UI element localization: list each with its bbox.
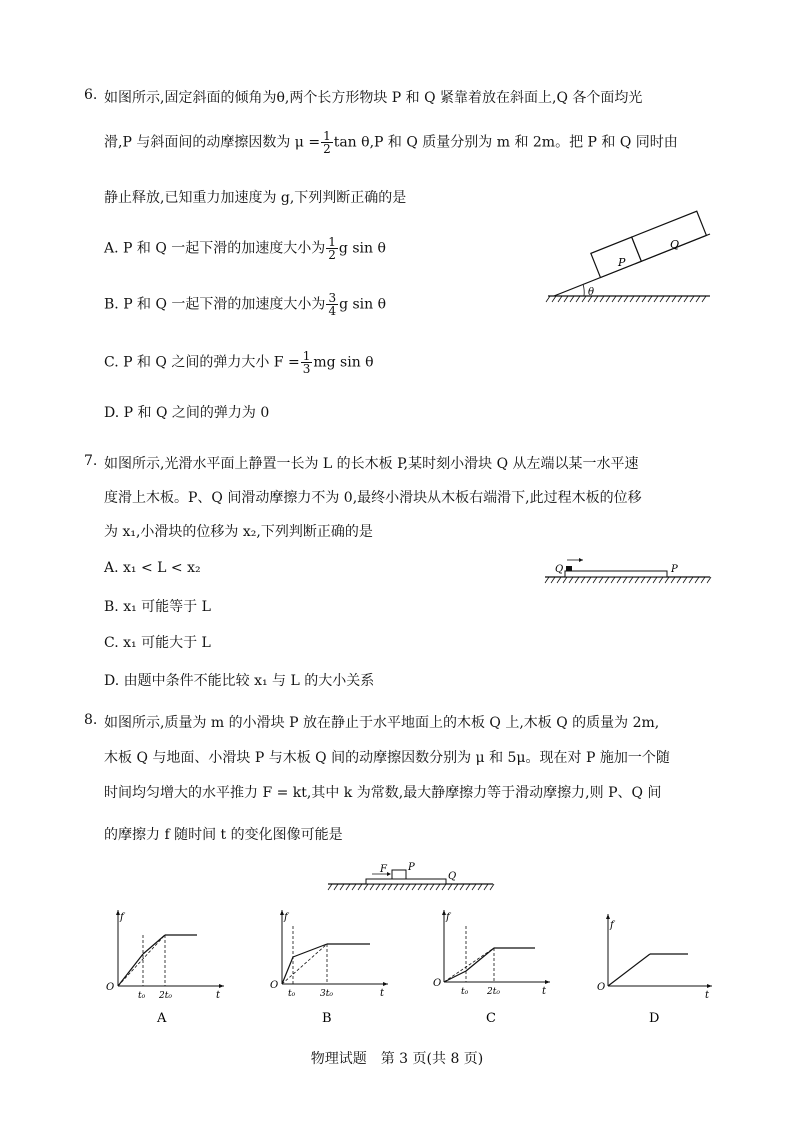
q8-line1: 如图所示,质量为 m 的小滑块 P 放在静止于水平地面上的木板 Q 上,木板 Q 的质量为 2m, xyxy=(104,715,660,731)
q8-line3: 时间均匀增大的水平推力 F = kt,其中 k 为常数,最大静摩擦力等于滑动摩擦力,则 P、Q 间 xyxy=(104,785,662,801)
q8-line2: 木板 Q 与地面、小滑块 P 与木板 Q 间的动摩擦因数分别为 μ 和 5μ。现在对 P 施加一个随 xyxy=(104,750,670,766)
block-p xyxy=(392,870,406,879)
graph-b xyxy=(268,906,393,1036)
q8-number: 8. xyxy=(84,712,98,728)
board-p xyxy=(565,571,667,577)
q6-option-c: C. P 和 Q 之间的弹力大小 F = $\frac{1}{3}$ mg sin θ xyxy=(104,349,374,376)
svg-text:P: P xyxy=(408,862,415,873)
graph-d xyxy=(596,906,721,1036)
svg-text:P: P xyxy=(671,564,678,575)
q6-line2 xyxy=(104,130,678,155)
svg-text:f: f xyxy=(610,920,614,931)
q6-line1: 如图所示,固定斜面的倾角为θ,两个长方形物块 P 和 Q 紧靠着放在斜面上,Q 各个面均光 xyxy=(104,90,643,106)
board-q xyxy=(366,879,446,884)
svg-text:Q: Q xyxy=(448,871,457,882)
q7-number: 7. xyxy=(84,453,98,469)
svg-text:2t₀: 2t₀ xyxy=(159,991,172,1001)
svg-text:O: O xyxy=(106,982,115,993)
svg-text:t₀: t₀ xyxy=(138,991,146,1001)
graph-a-label: A xyxy=(157,1011,167,1026)
q6-line3: 静止释放,已知重力加速度为 g,下列判断正确的是 xyxy=(104,190,407,206)
q6-line2-b: tan θ,P 和 Q 质量分别为 m 和 2m。把 P 和 Q 同时由 xyxy=(333,134,678,151)
svg-text:3t₀: 3t₀ xyxy=(320,989,333,999)
svg-text:t₀: t₀ xyxy=(288,989,296,999)
q7-option-c: C. x₁ 可能大于 L xyxy=(104,635,211,651)
theta-label: θ xyxy=(588,287,595,298)
q6-incline-figure xyxy=(540,220,720,310)
svg-text:2t₀: 2t₀ xyxy=(487,987,500,997)
q7-board-figure xyxy=(545,555,715,590)
block-p-label: P xyxy=(618,256,626,269)
graph-c-label: C xyxy=(486,1011,496,1026)
q6-option-b: B. P 和 Q 一起下滑的加速度大小为 $\frac{3}{4}$ g sin θ xyxy=(104,291,387,318)
graph-a xyxy=(104,906,229,1036)
svg-text:O: O xyxy=(270,980,279,991)
svg-text:t: t xyxy=(705,990,710,1001)
graph-d-label: D xyxy=(649,1011,660,1026)
block-q xyxy=(632,211,707,261)
q6-number: 6. xyxy=(84,87,98,103)
svg-text:t: t xyxy=(216,990,221,1001)
q6-option-a: A. P 和 Q 一起下滑的加速度大小为 $\frac{1}{2}$ g sin θ xyxy=(104,235,386,262)
svg-text:O: O xyxy=(597,982,606,993)
svg-text:f: f xyxy=(446,912,450,923)
q8-line4: 的摩擦力 f 随时间 t 的变化图像可能是 xyxy=(104,827,343,843)
svg-text:Q: Q xyxy=(555,564,564,575)
q6-line2-a: 滑,P 与斜面间的动摩擦因数为 μ = xyxy=(104,134,321,151)
svg-text:f: f xyxy=(284,912,288,923)
svg-text:O: O xyxy=(433,978,442,989)
q7-line1: 如图所示,光滑水平面上静置一长为 L 的长木板 P,某时刻小滑块 Q 从左端以某一水平速 xyxy=(104,456,639,472)
q7-option-b: B. x₁ 可能等于 L xyxy=(104,599,211,615)
q6-option-d: D. P 和 Q 之间的弹力为 0 xyxy=(104,405,270,421)
svg-text:t₀: t₀ xyxy=(461,987,469,997)
q8-board-figure xyxy=(328,862,498,897)
svg-text:F: F xyxy=(380,864,387,875)
q7-option-d: D. 由题中条件不能比较 x₁ 与 L 的大小关系 xyxy=(104,673,375,689)
q7-line3: 为 x₁,小滑块的位移为 x₂,下列判断正确的是 xyxy=(104,524,373,540)
page-footer: 物理试题 第 3 页(共 8 页) xyxy=(310,1051,484,1067)
block-q-label: Q xyxy=(670,238,680,251)
svg-text:t: t xyxy=(542,986,547,997)
q7-option-a: A. x₁ < L < x₂ xyxy=(104,560,201,576)
svg-text:t: t xyxy=(380,988,385,999)
graph-c xyxy=(432,906,557,1036)
q7-line2: 度滑上木板。P、Q 间滑动摩擦力不为 0,最终小滑块从木板右端滑下,此过程木板的位移 xyxy=(104,490,642,506)
svg-text:f: f xyxy=(120,912,124,923)
graph-b-label: B xyxy=(322,1011,332,1026)
q6-mu-fraction: $\frac{1}{2}$ xyxy=(323,129,331,156)
slider-q xyxy=(566,566,572,571)
